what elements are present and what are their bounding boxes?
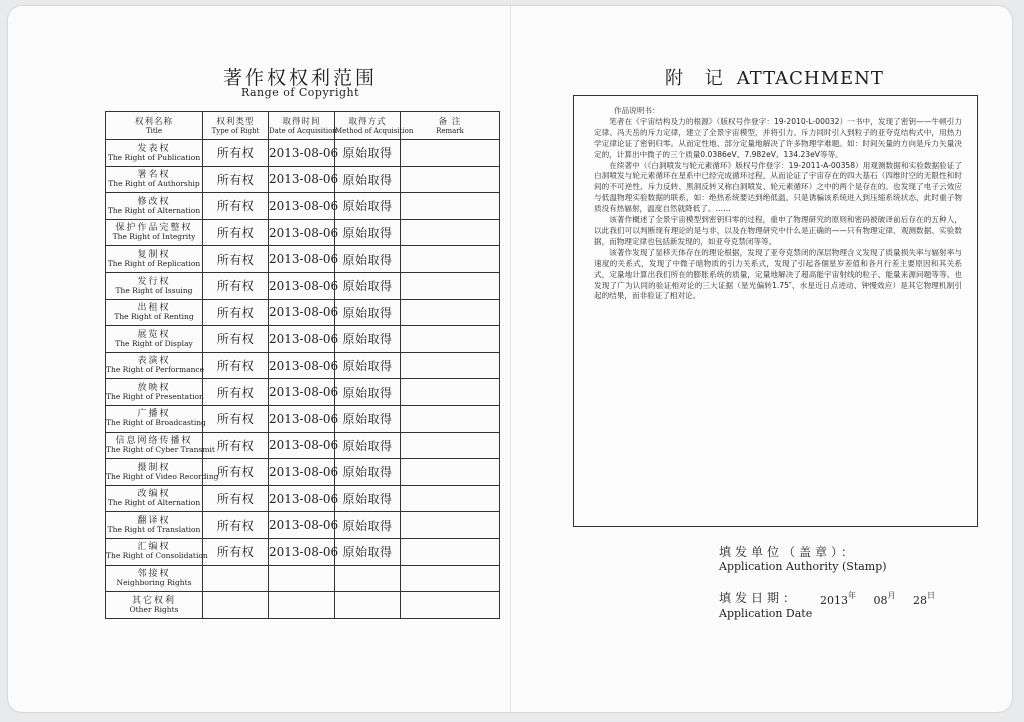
remark <box>401 405 500 432</box>
attachment-title-zh: 附 记 <box>665 68 731 89</box>
table-row <box>106 538 500 565</box>
right-type: 所有权 <box>203 140 269 167</box>
remark <box>401 246 500 273</box>
table-row <box>106 379 500 406</box>
remark <box>401 140 500 167</box>
acquisition-method: 原始取得 <box>335 219 401 246</box>
attachment-paragraph: 该著作概述了全景宇宙模型到密钥归零的过程，重申了物理研究的原则和密码被破译前后存在的五种人，以此我们可以判断现有理论的是与非，以及在物理研究中什么是正确的——只有物理定律、观测数据、实验数据，而物理定律也包括新发现的，如亚夸克禁闭等等。 <box>594 215 962 246</box>
right-type: 所有权 <box>203 405 269 432</box>
right-type: 所有权 <box>203 219 269 246</box>
table-row <box>106 565 500 592</box>
right-name: 信息网络传播权 The Right of Cyber Transmit <box>106 432 203 459</box>
right-name: 表演权 The Right of Performance <box>106 352 203 379</box>
acquisition-method: 原始取得 <box>335 379 401 406</box>
acquisition-method <box>335 565 401 592</box>
acquisition-date: 2013-08-06 <box>269 485 335 512</box>
attachment-text <box>594 106 962 302</box>
table-row <box>106 246 500 273</box>
table-row <box>106 485 500 512</box>
attachment-paragraph: 笔者在《宇宙结构及力的根源》（版权号作登字：19-2010-L-00032）一书中，发现了密钥——牛顿引力定律、冯天岳的斥力定律，建立了全景宇宙模型，并将引力、斥力同时引入到粒子的亚夸克结构式中，用热力学定律论证了密钥归零。从而定性地、部分定量地解决了许多物理学难题。如：时间矢量的方向是斥力矢量决定的，计算出中微子的三个质量0.0386eV、7.982eV、134.23eV等等。 <box>594 116 962 159</box>
right-type: 所有权 <box>203 272 269 299</box>
right-type <box>203 592 269 619</box>
header-method: 取得方式 Method of Acquisition <box>335 112 401 140</box>
right-name: 汇编权 The Right of Consolidation <box>106 538 203 565</box>
acquisition-date: 2013-08-06 <box>269 538 335 565</box>
table-row <box>106 299 500 326</box>
right-name: 改编权 The Right of Alternation <box>106 485 203 512</box>
right-type: 所有权 <box>203 246 269 273</box>
issue-month: 08 <box>873 594 888 607</box>
right-name: 邻接权 Neighboring Rights <box>106 565 203 592</box>
right-name: 其它权利 Other Rights <box>106 592 203 619</box>
attachment-paragraph: 在续著中（《白洞喷发与轮元素循环》版权号作登字：19-2011-A-00358）用观测数据和实验数据验证了白洞喷发与轮元素循环在星系中已经完成循环过程，从而论证了宇宙存在的四大基石（四维时空的无限性和时间的不可逆性、斥力反转、黑洞反转又称白洞喷发、轮元素循环）之中的两个是存在的。也发现了电子云效应与低温物理实验数据的联系，如：绝热系统要达到绝低温，只是诱骗该系统进入到压缩系统状态，此时重子物质没有热辐射，温度自然就降低了。…… <box>594 160 962 214</box>
acquisition-date: 2013-08-06 <box>269 326 335 353</box>
table-row <box>106 193 500 220</box>
right-name: 展览权 The Right of Display <box>106 326 203 353</box>
remark <box>401 432 500 459</box>
table-row <box>106 592 500 619</box>
right-name: 复制权 The Right of Replication <box>106 246 203 273</box>
table-row <box>106 432 500 459</box>
right-name: 广播权 The Right of Broadcasting <box>106 405 203 432</box>
table-row <box>106 326 500 353</box>
remark <box>401 272 500 299</box>
issuer-label-zh: 填发单位（盖章）： <box>719 545 858 559</box>
acquisition-method: 原始取得 <box>335 459 401 486</box>
table-row <box>106 459 500 486</box>
acquisition-date: 2013-08-06 <box>269 299 335 326</box>
acquisition-method: 原始取得 <box>335 272 401 299</box>
acquisition-method: 原始取得 <box>335 166 401 193</box>
remark <box>401 326 500 353</box>
right-name: 发行权 The Right of Issuing <box>106 272 203 299</box>
acquisition-method: 原始取得 <box>335 299 401 326</box>
acquisition-date: 2013-08-06 <box>269 405 335 432</box>
remark <box>401 299 500 326</box>
acquisition-date: 2013-08-06 <box>269 140 335 167</box>
acquisition-method: 原始取得 <box>335 140 401 167</box>
right-name: 放映权 The Right of Presentation <box>106 379 203 406</box>
header-type: 权利类型 Type of Right <box>203 112 269 140</box>
remark <box>401 459 500 486</box>
attachment-box <box>573 95 978 527</box>
attachment-paragraph: 该著作发现了显移天体存在的理论根据，发现了亚夸克禁闭的深层物理含义发现了质量损失率与辐射率与速度的关系式，发现了中微子暗物质的引力关系式，发现了引起各個星岁差值和各月行差主要原因和其关系式，定量地计算出我们所在的膨胀系统的质量，定量地解决了超高能宇宙射线的粒子、能量来源问题等等。也发现了广为认同的验证相对论的三大证据（星光偏转1.75″、水星近日点进动、钟慢效应）是其它物理机制引起的结果，而非验证了相对论。 <box>594 247 962 301</box>
right-name: 修改权 The Right of Alternation <box>106 193 203 220</box>
acquisition-date: 2013-08-06 <box>269 379 335 406</box>
copyright-rights-table <box>105 111 500 619</box>
right-name: 出租权 The Right of Renting <box>106 299 203 326</box>
year-unit: 年 <box>848 591 856 600</box>
acquisition-method: 原始取得 <box>335 405 401 432</box>
table-row <box>106 352 500 379</box>
issue-date-label-zh: 填发日期： <box>719 591 800 605</box>
remark <box>401 592 500 619</box>
right-type: 所有权 <box>203 166 269 193</box>
header-title: 权利名称 Title <box>106 112 203 140</box>
right-name: 署名权 The Right of Authorship <box>106 166 203 193</box>
acquisition-method: 原始取得 <box>335 352 401 379</box>
copyright-range-title: 著作权权利范围 <box>222 67 377 89</box>
table-row <box>106 272 500 299</box>
acquisition-method: 原始取得 <box>335 512 401 539</box>
issue-date-value <box>820 591 949 607</box>
remark <box>401 565 500 592</box>
right-type: 所有权 <box>203 512 269 539</box>
right-type <box>203 565 269 592</box>
acquisition-date: 2013-08-06 <box>269 219 335 246</box>
page-fold <box>510 6 511 712</box>
right-type: 所有权 <box>203 352 269 379</box>
right-type: 所有权 <box>203 459 269 486</box>
right-type: 所有权 <box>203 485 269 512</box>
right-type: 所有权 <box>203 538 269 565</box>
remark <box>401 166 500 193</box>
right-type: 所有权 <box>203 326 269 353</box>
acquisition-date: 2013-08-06 <box>269 459 335 486</box>
remark <box>401 538 500 565</box>
right-type: 所有权 <box>203 432 269 459</box>
remark <box>401 352 500 379</box>
acquisition-date <box>269 565 335 592</box>
right-type: 所有权 <box>203 379 269 406</box>
copyright-range-subtitle: Range of Copyright <box>240 86 360 99</box>
header-date: 取得时间 Date of Acquisition <box>269 112 335 140</box>
acquisition-method: 原始取得 <box>335 246 401 273</box>
acquisition-method: 原始取得 <box>335 193 401 220</box>
right-name: 翻译权 The Right of Translation <box>106 512 203 539</box>
month-unit: 月 <box>887 591 896 600</box>
table-row <box>106 512 500 539</box>
acquisition-method: 原始取得 <box>335 326 401 353</box>
acquisition-method: 原始取得 <box>335 432 401 459</box>
right-type: 所有权 <box>203 193 269 220</box>
remark <box>401 379 500 406</box>
table-row <box>106 140 500 167</box>
issue-date-label-en: Application Date <box>719 607 813 620</box>
attachment-heading: 作品说明书： <box>614 106 660 115</box>
attachment-title <box>665 64 885 90</box>
remark <box>401 485 500 512</box>
acquisition-date: 2013-08-06 <box>269 512 335 539</box>
acquisition-date: 2013-08-06 <box>269 166 335 193</box>
acquisition-method <box>335 592 401 619</box>
acquisition-date <box>269 592 335 619</box>
day-unit: 日 <box>927 591 935 600</box>
acquisition-date: 2013-08-06 <box>269 352 335 379</box>
acquisition-date: 2013-08-06 <box>269 272 335 299</box>
table-header-row <box>106 112 500 140</box>
issue-year: 2013 <box>820 594 848 607</box>
issuer-label-en: Application Authority (Stamp) <box>719 560 887 573</box>
right-type: 所有权 <box>203 299 269 326</box>
table-row <box>106 219 500 246</box>
acquisition-date: 2013-08-06 <box>269 193 335 220</box>
acquisition-method: 原始取得 <box>335 538 401 565</box>
table-row <box>106 405 500 432</box>
acquisition-date: 2013-08-06 <box>269 246 335 273</box>
header-remark: 备 注 Remark <box>401 112 500 140</box>
table-row <box>106 166 500 193</box>
acquisition-method: 原始取得 <box>335 485 401 512</box>
remark <box>401 512 500 539</box>
attachment-title-en: ATTACHMENT <box>736 68 884 89</box>
right-name: 发表权 The Right of Publication <box>106 140 203 167</box>
acquisition-date: 2013-08-06 <box>269 432 335 459</box>
remark <box>401 219 500 246</box>
issue-day: 28 <box>913 594 927 607</box>
right-name: 保护作品完整权 The Right of Integrity <box>106 219 203 246</box>
right-name: 摄制权 The Right of Video Recording <box>106 459 203 486</box>
remark <box>401 193 500 220</box>
